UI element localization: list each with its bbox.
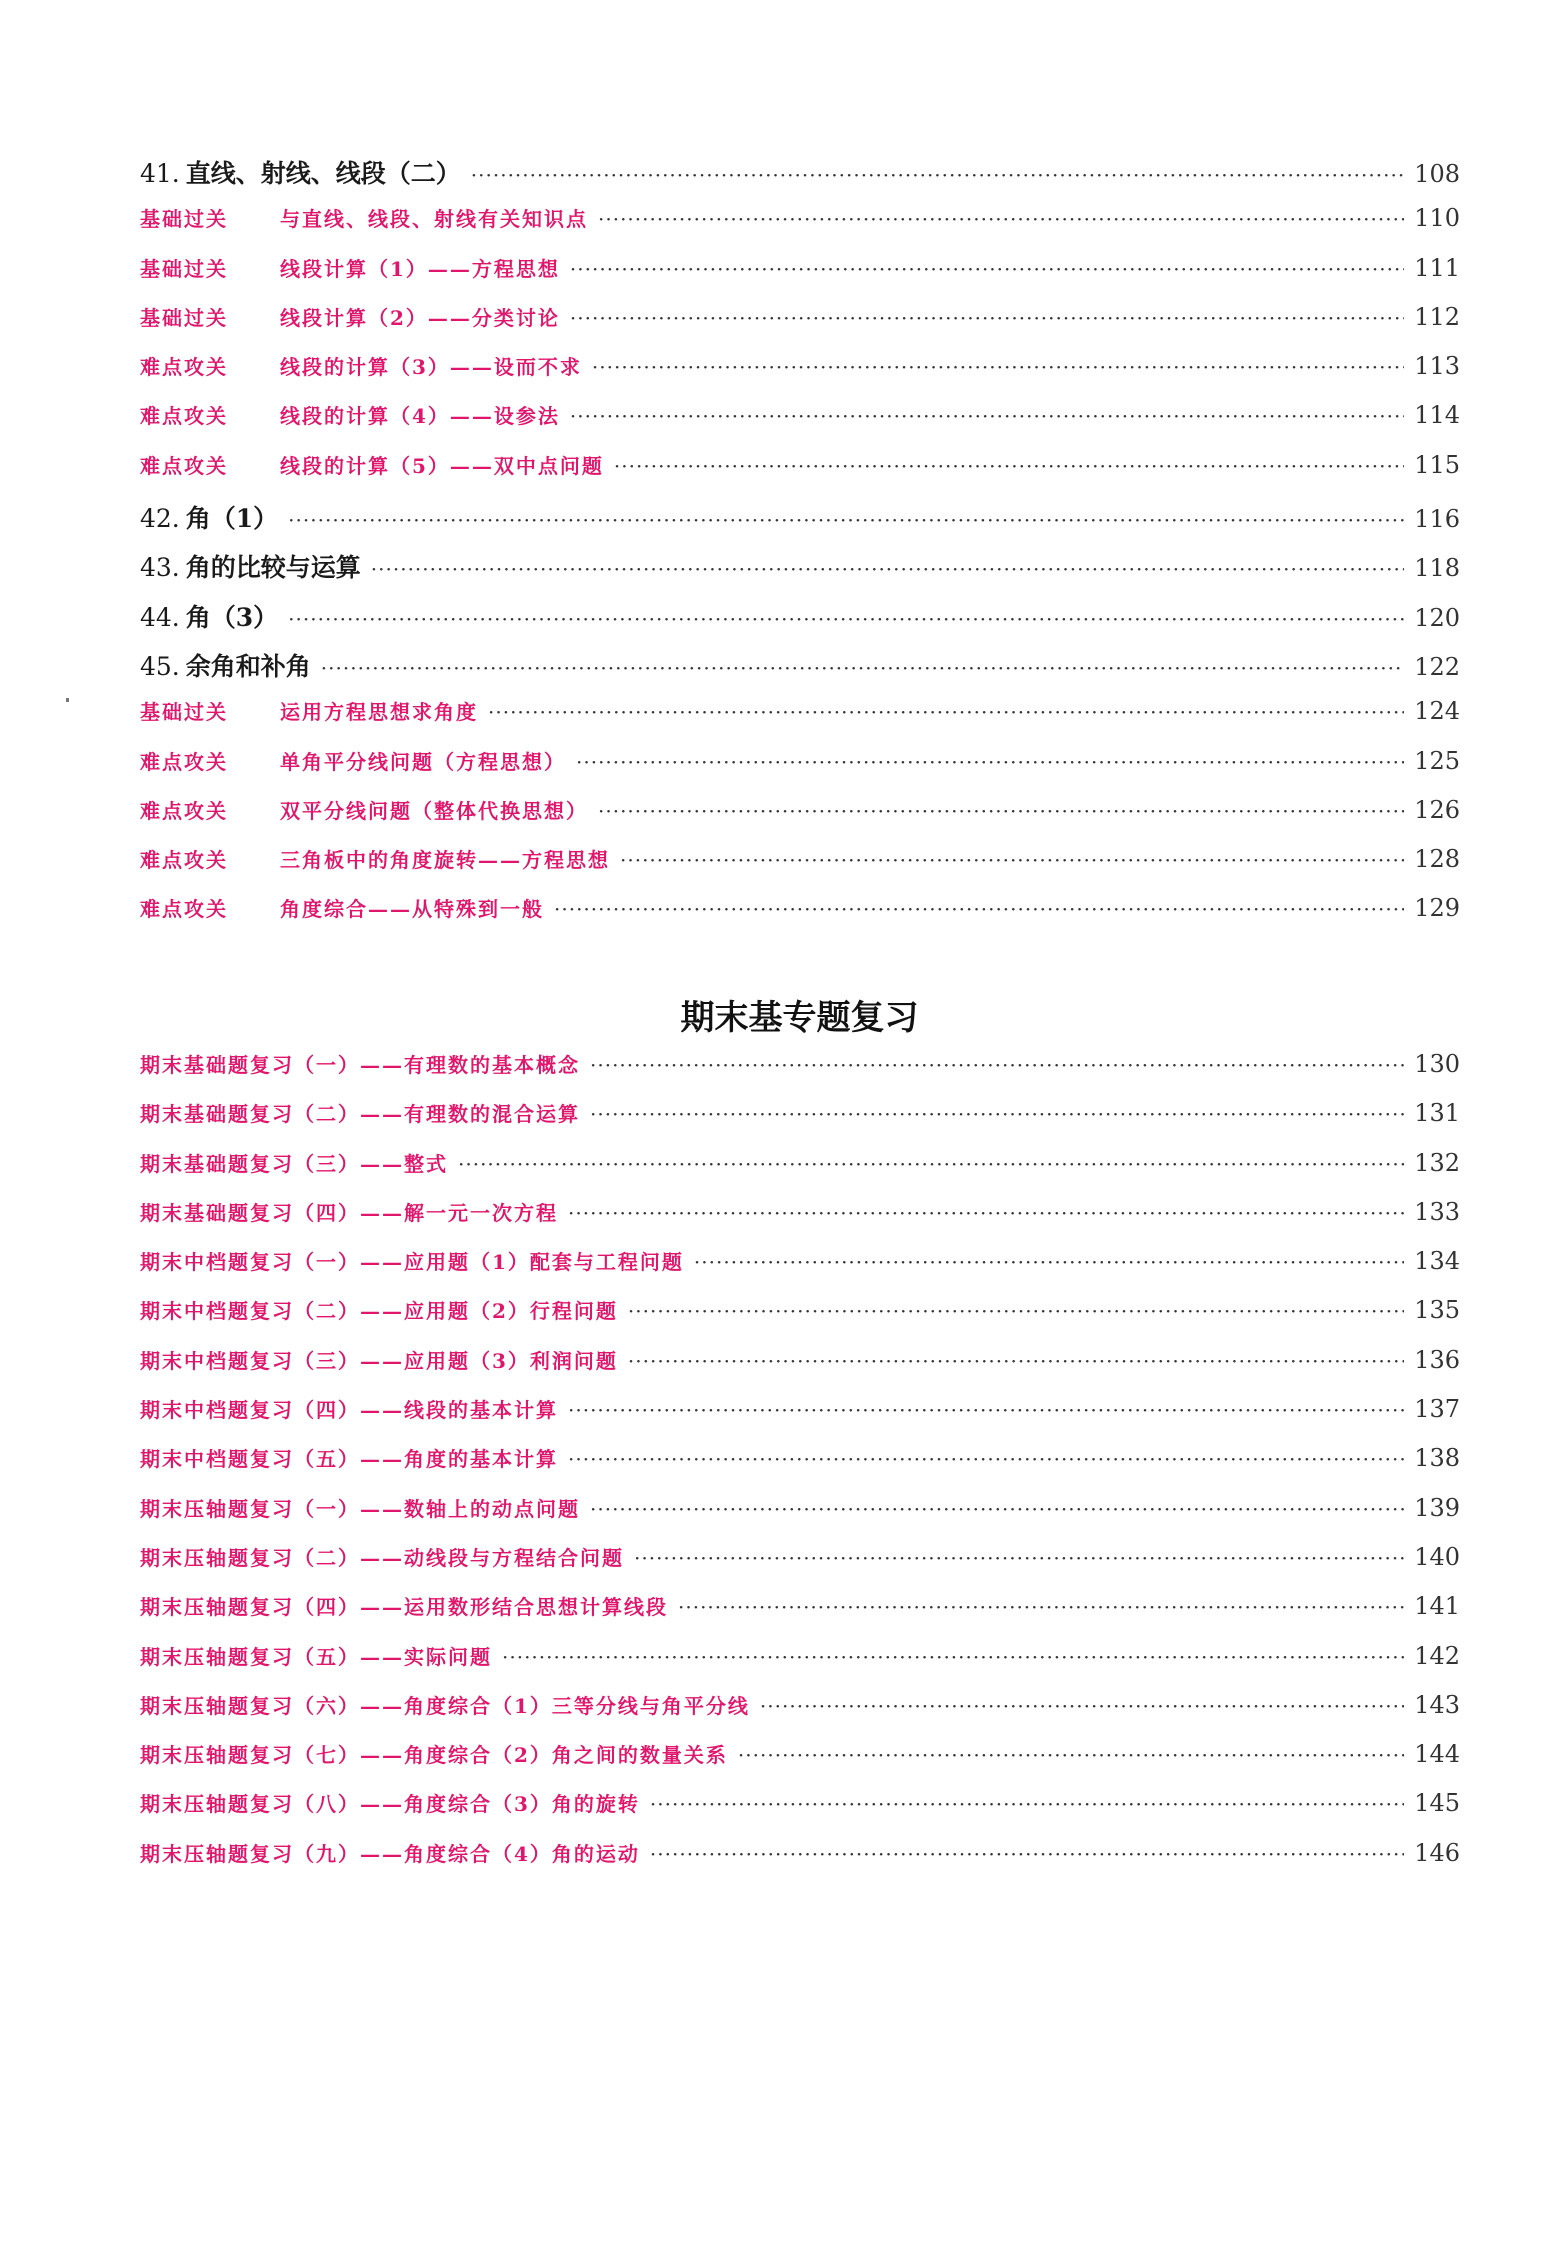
- section-heading: 期末基专题复习: [680, 998, 919, 1038]
- toc-page-number: 139: [1414, 1493, 1460, 1522]
- toc-chapter-title: 直线、射线、线段（二）: [185, 159, 461, 188]
- toc-entry-title: [140, 795, 588, 824]
- dot-leader: [570, 257, 1404, 281]
- dot-leader: [590, 1102, 1404, 1126]
- dot-leader: [502, 1645, 1404, 1669]
- dot-leader: [288, 607, 1404, 631]
- toc-review-title: 期末压轴题复习（六）——角度综合（1）三等分线与角平分线: [140, 1693, 750, 1718]
- toc-review-title: 期末压轴题复习（七）——角度综合（2）角之间的数量关系: [140, 1743, 728, 1768]
- toc-chapter-row[interactable]: [140, 154, 1460, 203]
- toc-review-row[interactable]: [140, 1098, 1460, 1147]
- toc-review-title: 期末中档题复习（四）——线段的基本计算: [140, 1398, 558, 1423]
- toc-entry-title: [140, 499, 278, 535]
- toc-subtopic-title: 角度综合——从特殊到一般: [280, 897, 544, 922]
- toc-page-number: 130: [1414, 1050, 1460, 1078]
- toc-review-title: 期末压轴题复习（一）——数轴上的动点问题: [140, 1496, 580, 1521]
- dot-leader: [598, 799, 1404, 823]
- toc-page-number: 111: [1414, 253, 1460, 282]
- toc-chapter-row[interactable]: [140, 548, 1460, 597]
- toc-page-number: 115: [1414, 450, 1460, 479]
- scan-speck: [66, 698, 69, 702]
- dot-leader: [568, 1201, 1404, 1225]
- toc-subtopic-title: 线段计算（2）——分类讨论: [280, 305, 560, 330]
- toc-subtopic-label: 难点攻关: [140, 355, 228, 380]
- dot-leader: [650, 1842, 1404, 1866]
- toc-review-title: 期末中档题复习（二）——应用题（2）行程问题: [140, 1299, 618, 1324]
- toc-page-number: 142: [1414, 1641, 1460, 1670]
- toc-page-number: 140: [1414, 1542, 1460, 1571]
- toc-review-title: 期末基础题复习（三）——整式: [140, 1151, 448, 1176]
- toc-review-row[interactable]: [140, 1690, 1460, 1739]
- toc-review-title: 期末基础题复习（二）——有理数的混合运算: [140, 1102, 580, 1127]
- toc-list-part1: [140, 154, 1460, 943]
- toc-list-part2: [140, 1049, 1460, 1887]
- toc-review-title: 期末压轴题复习（四）——运用数形结合思想计算线段: [140, 1595, 668, 1620]
- toc-review-row[interactable]: [140, 1246, 1460, 1295]
- toc-subtopic-row[interactable]: [140, 351, 1460, 400]
- toc-page-number: 141: [1414, 1592, 1460, 1621]
- toc-review-row[interactable]: [140, 1542, 1460, 1591]
- toc-review-row[interactable]: [140, 1838, 1460, 1887]
- dot-leader: [554, 897, 1404, 921]
- toc-page-number: 146: [1414, 1838, 1460, 1867]
- toc-chapter-row[interactable]: [140, 499, 1460, 548]
- toc-subtopic-row[interactable]: [140, 893, 1460, 942]
- toc-entry-title: [140, 893, 544, 922]
- toc-subtopic-label: 难点攻关: [140, 404, 228, 429]
- toc-subtopic-row[interactable]: [140, 450, 1460, 499]
- toc-page-number: 134: [1414, 1247, 1460, 1276]
- toc-review-title: 期末中档题复习（一）——应用题（1）配套与工程问题: [140, 1250, 684, 1275]
- toc-page-number: 132: [1414, 1148, 1460, 1177]
- toc-page-number: 126: [1414, 795, 1460, 824]
- toc-subtopic-title: 线段的计算（5）——双中点问题: [280, 453, 604, 478]
- dot-leader: [620, 848, 1404, 872]
- toc-subtopic-row[interactable]: [140, 795, 1460, 844]
- toc-review-title: 期末中档题复习（三）——应用题（3）利润问题: [140, 1348, 618, 1373]
- toc-entry-title: [140, 746, 566, 775]
- toc-chapter-row[interactable]: [140, 598, 1460, 647]
- dot-leader: [678, 1595, 1404, 1619]
- toc-review-title: 期末压轴题复习（九）——角度综合（4）角的运动: [140, 1841, 640, 1866]
- toc-page-number: 136: [1414, 1345, 1460, 1374]
- dot-leader: [738, 1743, 1404, 1767]
- toc-review-row[interactable]: [140, 1197, 1460, 1246]
- toc-page-number: 110: [1414, 204, 1460, 233]
- toc-chapter-number: 42.: [140, 504, 180, 534]
- toc-chapter-number: 45.: [140, 651, 180, 681]
- toc-subtopic-label: 难点攻关: [140, 848, 228, 873]
- dot-leader: [570, 404, 1404, 428]
- toc-chapter-number: 41.: [140, 159, 180, 188]
- toc-review-title: 期末基础题复习（四）——解一元一次方程: [140, 1200, 558, 1225]
- dot-leader: [288, 508, 1404, 532]
- dot-leader: [760, 1694, 1404, 1718]
- dot-leader: [614, 454, 1404, 478]
- toc-subtopic-title: 单角平分线问题（方程思想）: [280, 749, 566, 774]
- toc-subtopic-title: 线段的计算（4）——设参法: [280, 404, 560, 429]
- toc-page-number: 120: [1414, 603, 1460, 632]
- dot-leader: [590, 1497, 1404, 1521]
- dot-leader: [590, 1053, 1404, 1077]
- toc-subtopic-title: 运用方程思想求角度: [280, 700, 478, 725]
- toc-chapter-number: 43.: [140, 553, 180, 583]
- dot-leader: [458, 1152, 1404, 1176]
- dot-leader: [576, 750, 1404, 774]
- toc-page-number: 128: [1414, 845, 1460, 874]
- toc-review-row[interactable]: [140, 1295, 1460, 1344]
- toc-review-row[interactable]: [140, 1591, 1460, 1640]
- dot-leader: [570, 306, 1404, 330]
- toc-subtopic-label: 基础过关: [140, 305, 228, 330]
- toc-entry-title: [140, 253, 560, 282]
- dot-leader: [634, 1546, 1404, 1570]
- toc-subtopic-row[interactable]: [140, 302, 1460, 351]
- toc-subtopic-row[interactable]: [140, 400, 1460, 449]
- toc-entry-title: [140, 696, 478, 725]
- toc-subtopic-label: 难点攻关: [140, 897, 228, 922]
- toc-subtopic-title: 与直线、线段、射线有关知识点: [280, 207, 588, 232]
- toc-page-number: 138: [1414, 1444, 1460, 1473]
- toc-review-title: 期末压轴题复习（二）——动线段与方程结合问题: [140, 1545, 624, 1570]
- toc-entry-title: [140, 844, 610, 873]
- dot-leader: [628, 1299, 1404, 1323]
- toc-subtopic-title: 线段计算（1）——方程思想: [280, 256, 560, 281]
- toc-page-number: 118: [1414, 554, 1460, 583]
- toc-entry-title: [140, 203, 588, 232]
- toc-subtopic-label: 难点攻关: [140, 749, 228, 774]
- dot-leader: [321, 656, 1404, 680]
- toc-entry-title: [140, 598, 278, 634]
- toc-entry-title: [140, 647, 311, 683]
- toc-review-row[interactable]: [140, 1739, 1460, 1788]
- toc-review-row[interactable]: [140, 1049, 1460, 1098]
- toc-review-row[interactable]: [140, 1345, 1460, 1394]
- toc-subtopic-title: 线段的计算（3）——设而不求: [280, 355, 582, 380]
- toc-chapter-row[interactable]: [140, 647, 1460, 696]
- dot-leader: [568, 1398, 1404, 1422]
- toc-review-row[interactable]: [140, 1788, 1460, 1837]
- toc-page-number: 144: [1414, 1740, 1460, 1769]
- toc-subtopic-label: 基础过关: [140, 700, 228, 725]
- toc-review-title: 期末压轴题复习（八）——角度综合（3）角的旋转: [140, 1792, 640, 1817]
- toc-review-title: 期末压轴题复习（五）——实际问题: [140, 1644, 492, 1669]
- toc-page-number: 112: [1414, 302, 1460, 331]
- toc-page-number: 145: [1414, 1789, 1460, 1818]
- toc-page-number: 143: [1414, 1690, 1460, 1719]
- toc-review-row[interactable]: [140, 1443, 1460, 1492]
- toc-subtopic-row[interactable]: [140, 253, 1460, 302]
- toc-entry-title: [140, 400, 560, 429]
- toc-entry-title: [140, 302, 560, 331]
- toc-page-number: 131: [1414, 1099, 1460, 1128]
- toc-page-number: 133: [1414, 1197, 1460, 1226]
- dot-leader: [650, 1792, 1404, 1816]
- toc-subtopic-row[interactable]: [140, 746, 1460, 795]
- toc-subtopic-row[interactable]: [140, 203, 1460, 252]
- dot-leader: [568, 1447, 1404, 1471]
- toc-page-number: 137: [1414, 1395, 1460, 1424]
- toc-subtopic-label: 难点攻关: [140, 798, 228, 823]
- toc-page-number: 124: [1414, 697, 1460, 726]
- toc-page-number: 122: [1414, 652, 1460, 681]
- toc-review-row[interactable]: [140, 1394, 1460, 1443]
- dot-leader: [488, 700, 1404, 724]
- toc-entry-title: [140, 450, 604, 479]
- dot-leader: [592, 355, 1404, 379]
- toc-subtopic-label: 基础过关: [140, 207, 228, 232]
- dot-leader: [471, 163, 1404, 187]
- toc-page-number: 108: [1414, 160, 1460, 188]
- toc-page-number: 129: [1414, 894, 1460, 923]
- toc-review-row[interactable]: [140, 1148, 1460, 1197]
- toc-chapter-title: 角（1）: [185, 504, 279, 534]
- dot-leader: [598, 207, 1404, 231]
- toc-chapter-title: 角的比较与运算: [185, 553, 361, 583]
- toc-review-title: 期末中档题复习（五）——角度的基本计算: [140, 1447, 558, 1472]
- toc-subtopic-title: 双平分线问题（整体代换思想）: [280, 798, 588, 823]
- toc-chapter-title: 余角和补角: [185, 651, 311, 681]
- toc-subtopic-row[interactable]: [140, 844, 1460, 893]
- toc-entry-title: [140, 548, 361, 584]
- toc-entry-title: [140, 351, 582, 380]
- toc-subtopic-row[interactable]: [140, 696, 1460, 745]
- toc-chapter-title: 角（3）: [185, 602, 279, 632]
- toc-review-row[interactable]: [140, 1641, 1460, 1690]
- toc-entry-title: [140, 154, 461, 190]
- toc-subtopic-label: 基础过关: [140, 256, 228, 281]
- toc-page-number: 125: [1414, 746, 1460, 775]
- dot-leader: [628, 1349, 1404, 1373]
- toc-subtopic-label: 难点攻关: [140, 453, 228, 478]
- toc-review-title: 期末基础题复习（一）——有理数的基本概念: [140, 1053, 580, 1077]
- toc-chapter-number: 44.: [140, 602, 180, 632]
- dot-leader: [371, 557, 1404, 581]
- toc-page-number: 135: [1414, 1296, 1460, 1325]
- toc-review-row[interactable]: [140, 1493, 1460, 1542]
- dot-leader: [694, 1250, 1404, 1274]
- toc-page-number: 113: [1414, 352, 1460, 381]
- toc-subtopic-title: 三角板中的角度旋转——方程思想: [280, 848, 610, 873]
- toc-page-number: 114: [1414, 401, 1460, 430]
- toc-page-number: 116: [1414, 505, 1460, 534]
